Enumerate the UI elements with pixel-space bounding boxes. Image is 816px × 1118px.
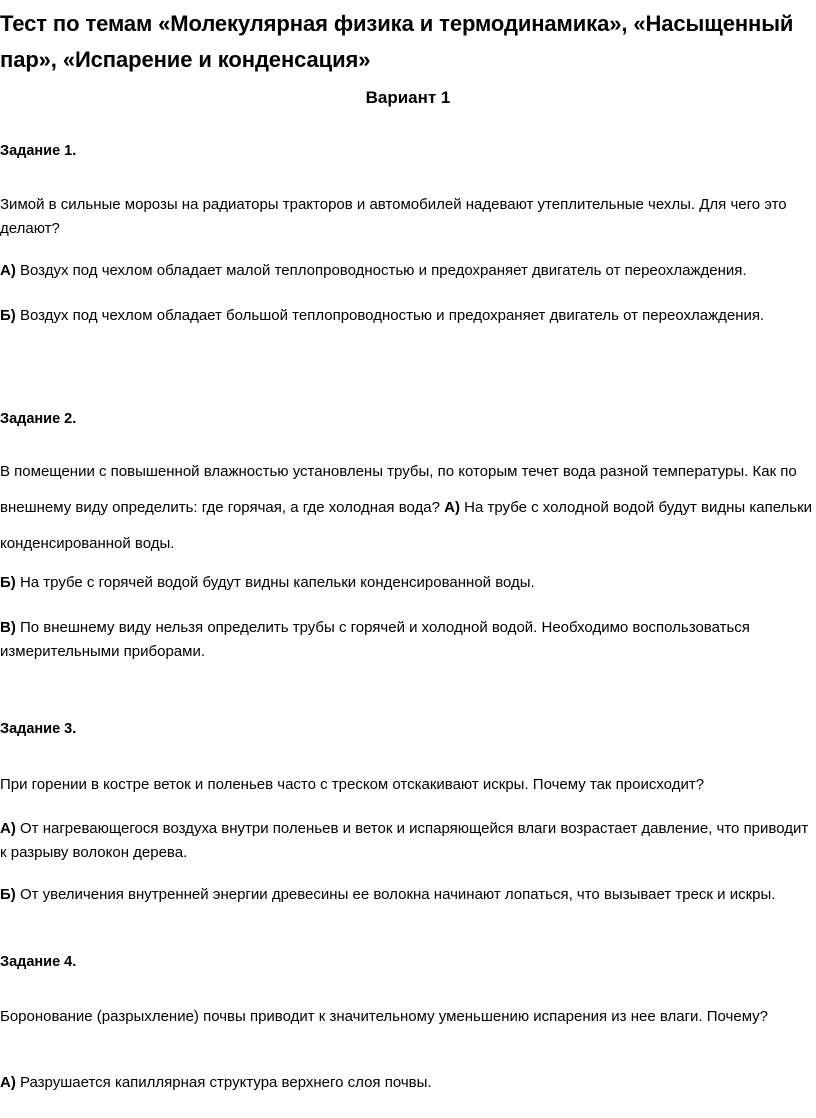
task-1-option-a: [0, 259, 814, 283]
document-title: Тест по темам «Молекулярная физика и термодинамика», «Насыщенный пар», «Испарение и конденсация»: [0, 11, 794, 72]
option-text: На трубе с горячей водой будут видны капельки конденсированной воды.: [15, 574, 535, 591]
task-3-option-b: [0, 883, 814, 907]
task-2-heading: Задание 2.: [0, 411, 77, 427]
option-letter: А): [444, 499, 460, 516]
option-text: От увеличения внутренней энергии древесины ее волокна начинают лопаться, что вызывает треск и искры.: [15, 886, 776, 903]
task-2-option-c: [0, 616, 814, 664]
option-text: Воздух под чехлом обладает малой теплопроводностью и предохраняет двигатель от переохлаждения.: [15, 262, 747, 279]
option-text: Воздух под чехлом обладает большой теплопроводностью и предохраняет двигатель от переохлаждения.: [15, 307, 765, 324]
task-3-heading: Задание 3.: [0, 721, 77, 737]
option-letter: В): [0, 619, 16, 636]
option-letter: Б): [0, 886, 16, 903]
option-letter: Б): [0, 574, 16, 591]
option-letter: А): [0, 262, 16, 279]
task-2-option-b: [0, 571, 814, 595]
task-2-question: [0, 454, 814, 562]
task-1-question: Зимой в сильные морозы на радиаторы тракторов и автомобилей надевают утеплительные чехлы. Для чего это делают?: [0, 196, 787, 237]
task-4-question: Боронование (разрыхление) почвы приводит к значительному уменьшению испарения из нее влаги. Почему?: [0, 1008, 769, 1025]
option-text: По внешнему виду нельзя определить трубы с горячей и холодной водой. Необходимо воспользоваться измерительными приборами.: [0, 619, 750, 660]
variant-label: Вариант 1: [365, 88, 451, 107]
option-letter: А): [0, 1074, 16, 1091]
question-text: В помещении с повышенной влажностью установлены трубы, по которым течет вода разной температуры. Как по внешнему виду определить: где горячая, а где холодная вода?: [0, 463, 797, 516]
option-text: Разрушается капиллярная структура верхнего слоя почвы.: [15, 1074, 432, 1091]
option-letter: А): [0, 820, 16, 837]
option-text: От нагревающегося воздуха внутри поленьев и веток и испаряющейся влаги возрастает давление, что приводит к разрыву волокон дерева.: [0, 820, 809, 861]
option-letter: Б): [0, 307, 16, 324]
task-4-heading: Задание 4.: [0, 954, 77, 970]
option-text: На трубе с холодной водой будут видны капельки конденсированной воды.: [0, 499, 813, 552]
task-3-option-a: [0, 817, 814, 865]
task-4-option-a: [0, 1071, 814, 1095]
task-1-option-b: [0, 304, 814, 328]
task-1-heading: Задание 1.: [0, 143, 77, 159]
task-3-question: При горении в костре веток и поленьев часто с треском отскакивают искры. Почему так происходит?: [0, 776, 705, 793]
